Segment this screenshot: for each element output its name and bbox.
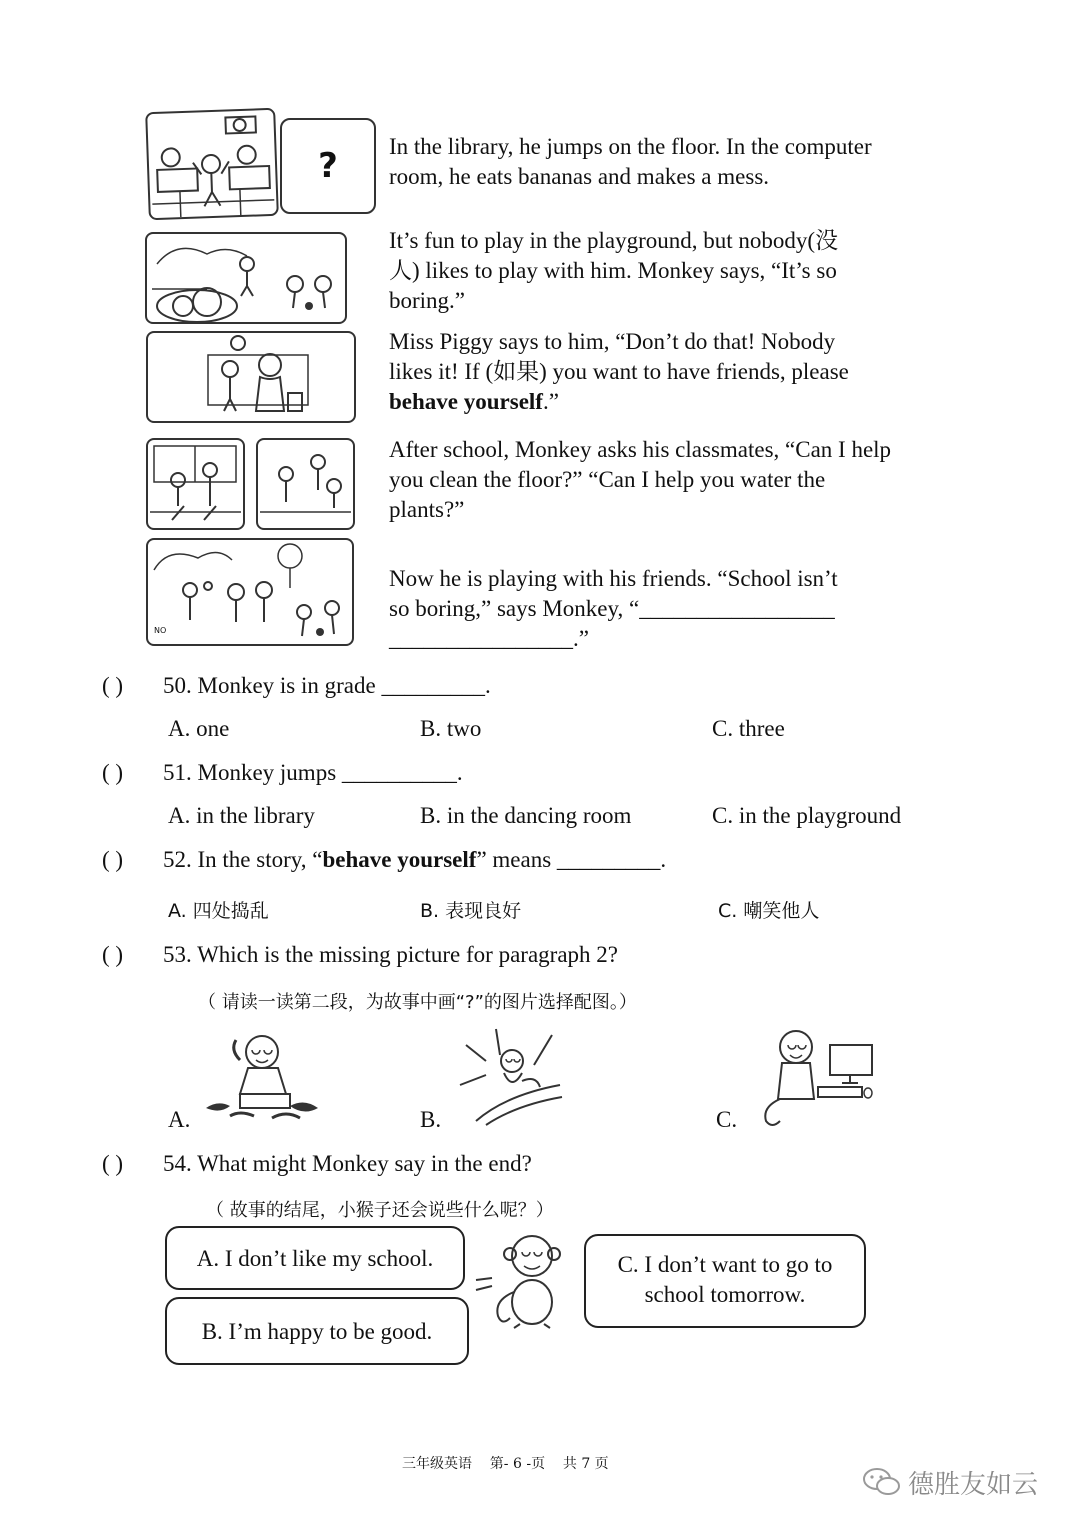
- q52-option-a: A. 四处捣乱: [168, 900, 269, 922]
- picture-caption: NO: [154, 626, 167, 635]
- q50-text: 50. Monkey is in grade _________.: [163, 673, 491, 698]
- story-picture-clean-floor: [146, 438, 245, 530]
- paragraph-6-line-2: so boring,” says Monkey, “_________________: [389, 596, 835, 621]
- paragraph-6-line-1: Now he is playing with his friends. “School isn’t: [389, 566, 838, 591]
- q52-option-b: B. 表现良好: [420, 900, 522, 922]
- story-picture-miss-piggy: [146, 331, 356, 423]
- q53-option-c-picture: [750, 1025, 880, 1130]
- story-picture-water-plants: [256, 438, 355, 530]
- q52-text-bold: behave yourself: [322, 847, 477, 872]
- q52-text-pre: 52. In the story, “: [163, 847, 323, 872]
- q52-option-c: C. 嘲笑他人: [718, 900, 820, 922]
- story-picture-classroom: [145, 108, 279, 220]
- paragraph-4-line-3: [389, 387, 919, 417]
- q51-option-a: A. in the library: [168, 803, 315, 828]
- q54-option-c-line-2: school tomorrow.: [644, 1282, 806, 1307]
- paragraph-6: [389, 564, 919, 654]
- q53-option-a-label: A.: [168, 1107, 191, 1132]
- monkey-illustration: [474, 1230, 584, 1330]
- paragraph-4: [389, 327, 919, 417]
- q51-option-c: C. in the playground: [712, 803, 902, 828]
- q50-answer-paren[interactable]: ( ): [102, 673, 124, 698]
- watermark: [862, 1462, 1062, 1502]
- q50-option-c: C. three: [712, 716, 785, 741]
- paragraph-4-line-2: likes it! If (如果) you want to have friends, please: [389, 359, 849, 384]
- q54-answer-paren[interactable]: ( ): [102, 1151, 124, 1176]
- paragraph-6-line-3: ________________.”: [389, 626, 589, 651]
- story-picture-playground-alone: [145, 232, 347, 324]
- page-footer: 三年级英语 第- 6 -页 共 7 页: [402, 1456, 609, 1472]
- q52-text: [163, 845, 666, 875]
- paragraph-4-end: .”: [542, 389, 559, 414]
- q53-answer-paren[interactable]: ( ): [102, 942, 124, 967]
- q54-option-c-bubble: [584, 1234, 866, 1328]
- behave-yourself-bold: behave yourself: [389, 389, 543, 414]
- paragraph-3: [389, 226, 919, 316]
- story-picture-playing-friends: [146, 538, 354, 646]
- q53-option-b-label: B.: [420, 1107, 442, 1132]
- q53-option-b-picture: [456, 1025, 566, 1130]
- missing-picture-mark: ?: [318, 146, 338, 186]
- paragraph-2: In the library, he jumps on the floor. In the computer room, he eats bananas and makes a mess.: [389, 134, 872, 189]
- q52-text-post: ” means _________.: [476, 847, 667, 872]
- q53-text: 53. Which is the missing picture for paragraph 2?: [163, 942, 618, 967]
- missing-picture-box: [280, 118, 376, 214]
- q54-option-c-line-1: C. I don’t want to go to: [617, 1252, 833, 1277]
- paragraph-3-line-2: 人) likes to play with him. Monkey says, “It’s so: [389, 258, 837, 283]
- q54-text: 54. What might Monkey say in the end?: [163, 1151, 532, 1176]
- paragraph-3-line-1: It’s fun to play in the playground, but nobody(没: [389, 228, 839, 253]
- q53-hint: （ 请读一读第二段，为故事中画“?”的图片选择配图。）: [198, 992, 637, 1013]
- q54-hint: （ 故事的结尾，小猴子还会说些什么呢？）: [206, 1200, 554, 1221]
- q50-option-a: A. one: [168, 716, 230, 741]
- q54-option-b-bubble: [165, 1297, 469, 1365]
- q51-answer-paren[interactable]: ( ): [102, 760, 124, 785]
- paragraph-4-line-1: Miss Piggy says to him, “Don’t do that! Nobody: [389, 329, 836, 354]
- q54-option-b: B. I’m happy to be good.: [201, 1319, 433, 1344]
- q50-option-b: B. two: [420, 716, 482, 741]
- q53-option-c-label: C.: [716, 1107, 738, 1132]
- q51-text: 51. Monkey jumps __________.: [163, 760, 463, 785]
- q51-option-b: B. in the dancing room: [420, 803, 632, 828]
- wechat-icon: [862, 1466, 902, 1498]
- q53-option-a-picture: [200, 1030, 330, 1125]
- q54-option-a: A. I don’t like my school.: [196, 1246, 434, 1271]
- paragraph-3-line-3: boring.”: [389, 288, 466, 313]
- q52-answer-paren[interactable]: ( ): [102, 847, 124, 872]
- q54-option-a-bubble: [165, 1226, 465, 1290]
- watermark-text: 德胜友如云: [908, 1470, 1039, 1500]
- paragraph-5: After school, Monkey asks his classmates, “Can I help you clean the floor?” “Can I help you water the plants?”: [389, 437, 892, 522]
